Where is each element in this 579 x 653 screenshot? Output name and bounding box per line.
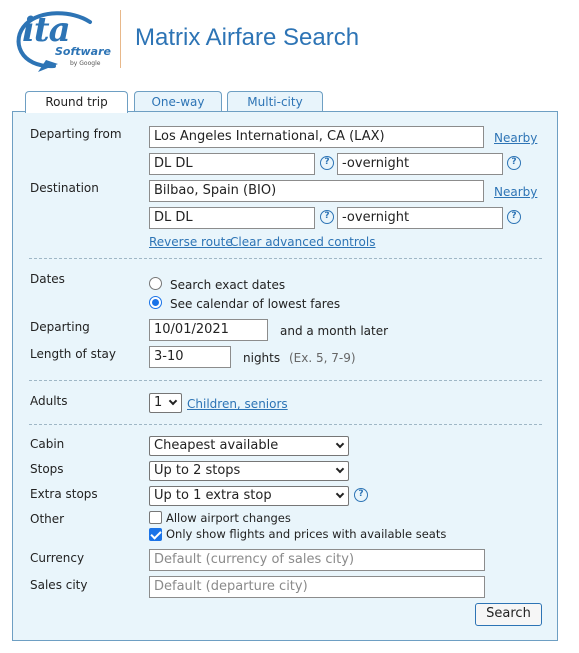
extra-stops-help-icon[interactable]: ? <box>354 488 368 502</box>
allow-airport-changes-label[interactable]: Allow airport changes <box>166 511 291 525</box>
logo-by-google: by Google <box>70 60 101 67</box>
logo-sub-text: Software <box>55 45 111 58</box>
destination-extension-input[interactable]: -overnight <box>337 207 503 229</box>
destination-extension-help-icon[interactable]: ? <box>507 210 521 224</box>
section-divider <box>29 424 542 425</box>
header-divider <box>120 10 121 68</box>
departing-routing-input[interactable]: DL DL <box>149 153 315 175</box>
destination-routing-help-icon[interactable]: ? <box>320 210 334 224</box>
departing-date-suffix: and a month later <box>280 324 389 338</box>
stops-label: Stops <box>30 462 64 476</box>
currency-input[interactable]: Default (currency of sales city) <box>149 549 485 571</box>
extra-stops-select[interactable] <box>149 486 349 506</box>
destination-input[interactable]: Bilbao, Spain (BIO) <box>149 180 484 202</box>
cabin-select-value: Cheapest available <box>154 438 279 453</box>
other-label: Other <box>30 512 65 526</box>
destination-label: Destination <box>30 181 99 195</box>
search-exact-dates-radio[interactable] <box>149 277 162 290</box>
destination-routing-input[interactable]: DL DL <box>149 207 315 229</box>
only-available-seats-label[interactable]: Only show flights and prices with available seats <box>166 527 447 541</box>
length-of-stay-input[interactable]: 3-10 <box>149 346 231 368</box>
adults-select-value: 1 <box>154 395 163 410</box>
cabin-label: Cabin <box>30 437 65 451</box>
chevron-down-icon <box>336 440 344 448</box>
extra-stops-label: Extra stops <box>30 487 98 501</box>
chevron-down-icon <box>336 490 344 498</box>
chevron-down-icon <box>336 465 344 473</box>
sales-city-label: Sales city <box>30 578 88 592</box>
departing-date-label: Departing <box>30 320 90 334</box>
clear-advanced-controls-link[interactable]: Clear advanced controls <box>230 235 376 249</box>
stops-select-value: Up to 2 stops <box>154 463 241 478</box>
length-of-stay-unit: nights <box>243 351 281 365</box>
departing-routing-help-icon[interactable]: ? <box>320 156 334 170</box>
allow-airport-changes-checkbox[interactable] <box>149 511 162 524</box>
section-divider <box>29 380 542 381</box>
reverse-route-link[interactable]: Reverse route <box>149 235 233 249</box>
dates-label: Dates <box>30 272 65 286</box>
departing-extension-input[interactable]: -overnight <box>337 153 503 175</box>
tab-round-trip[interactable]: Round trip <box>25 91 128 113</box>
adults-label: Adults <box>30 394 68 408</box>
sales-city-input[interactable]: Default (departure city) <box>149 576 485 598</box>
tab-one-way[interactable]: One-way <box>134 91 222 112</box>
search-button[interactable]: Search <box>475 603 542 626</box>
calendar-lowest-fares-radio[interactable] <box>149 296 162 309</box>
section-divider <box>29 258 542 259</box>
app-title: Matrix Airfare Search <box>135 24 360 51</box>
search-exact-dates-label[interactable]: Search exact dates <box>170 278 286 292</box>
departing-extension-help-icon[interactable]: ? <box>507 156 521 170</box>
departing-nearby-link[interactable]: Nearby <box>494 131 538 145</box>
only-available-seats-checkbox[interactable] <box>149 528 162 541</box>
tab-multi-city[interactable]: Multi-city <box>227 91 323 112</box>
extra-stops-select-value: Up to 1 extra stop <box>154 488 272 503</box>
cabin-select[interactable] <box>149 436 349 456</box>
chevron-down-icon <box>169 397 177 405</box>
calendar-lowest-fares-label[interactable]: See calendar of lowest fares <box>170 297 341 311</box>
logo-main-text: ita <box>22 10 70 50</box>
departing-from-input[interactable]: Los Angeles International, CA (LAX) <box>149 126 484 148</box>
departing-from-label: Departing from <box>30 127 122 141</box>
adults-select[interactable] <box>149 393 182 413</box>
length-of-stay-label: Length of stay <box>30 347 116 361</box>
departing-date-input[interactable]: 10/01/2021 <box>149 319 268 341</box>
currency-label: Currency <box>30 551 85 565</box>
stops-select[interactable] <box>149 461 349 481</box>
children-seniors-link[interactable]: Children, seniors <box>187 397 288 411</box>
destination-nearby-link[interactable]: Nearby <box>494 185 538 199</box>
length-of-stay-hint: (Ex. 5, 7-9) <box>289 351 356 365</box>
